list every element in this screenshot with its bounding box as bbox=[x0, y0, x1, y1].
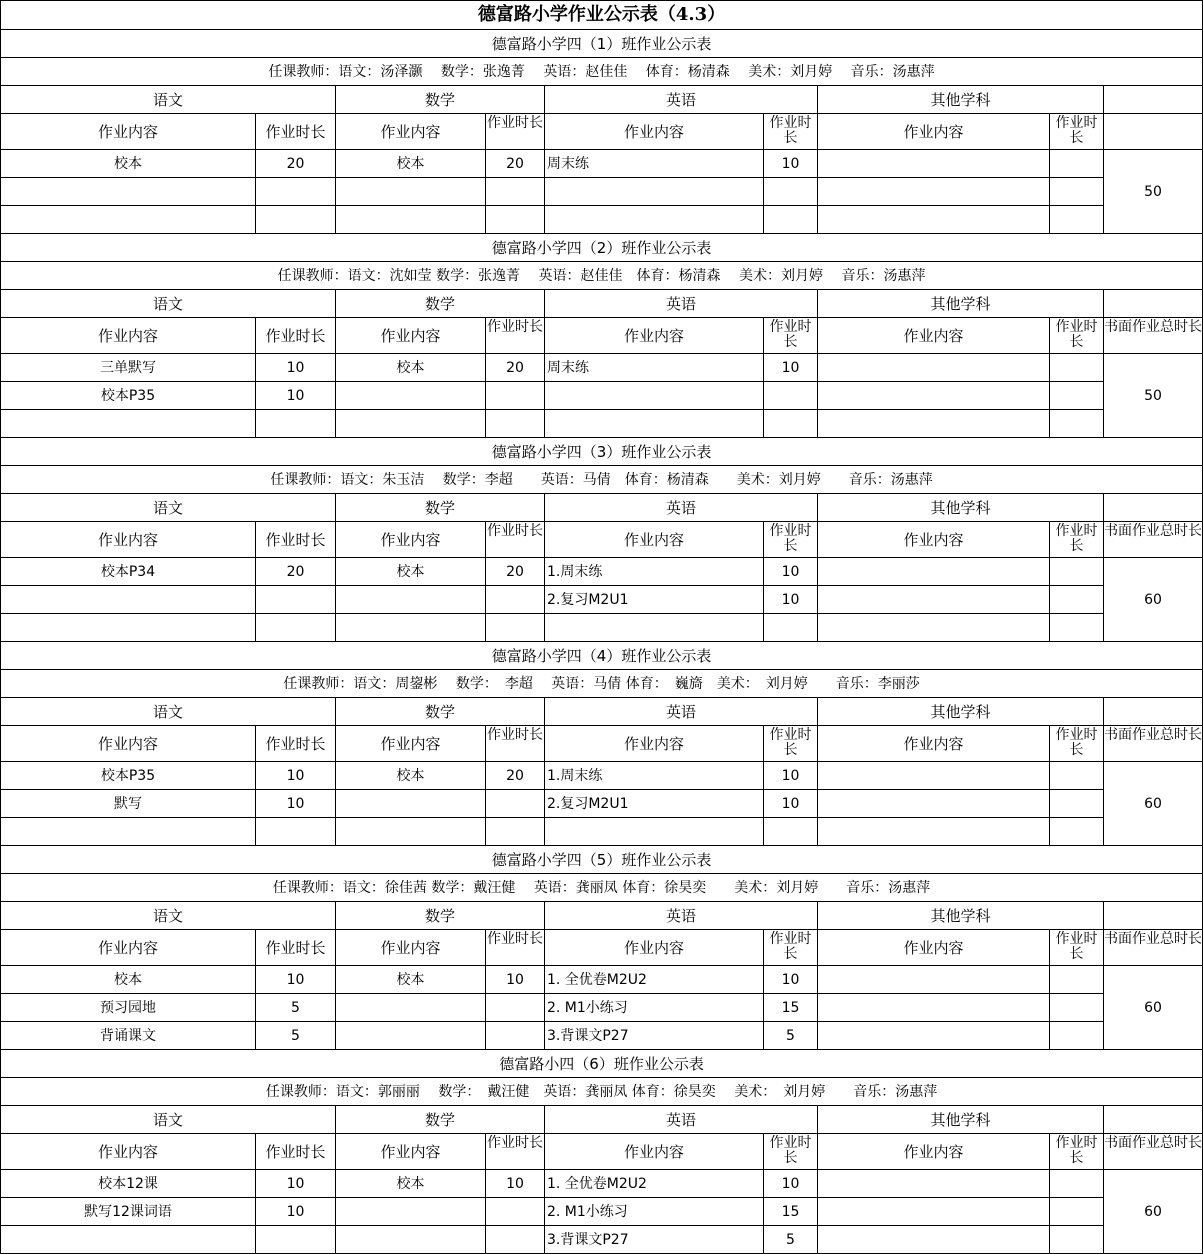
header-duration: 作业时长 bbox=[764, 930, 818, 966]
other-duration bbox=[1050, 178, 1104, 206]
group-english: 英语 bbox=[545, 698, 818, 726]
english-duration: 5 bbox=[764, 1226, 818, 1254]
header-duration: 作业时长 bbox=[764, 318, 818, 354]
chinese-duration: 10 bbox=[256, 966, 336, 994]
other-duration bbox=[1050, 150, 1104, 178]
chinese-content: 三单默写 bbox=[1, 354, 256, 382]
english-duration: 10 bbox=[764, 1170, 818, 1198]
group-other: 其他学科 bbox=[818, 1106, 1104, 1134]
column-header-row bbox=[1, 522, 1203, 558]
chinese-duration: 10 bbox=[256, 1170, 336, 1198]
chinese-duration bbox=[256, 614, 336, 642]
other-duration bbox=[1050, 614, 1104, 642]
english-duration bbox=[764, 206, 818, 234]
group-blank bbox=[1104, 1106, 1203, 1134]
chinese-duration bbox=[256, 586, 336, 614]
math-duration bbox=[486, 382, 545, 410]
group-chinese: 语文 bbox=[1, 902, 336, 930]
header-duration: 作业时长 bbox=[764, 1134, 818, 1170]
header-content: 作业内容 bbox=[336, 522, 486, 558]
header-content: 作业内容 bbox=[336, 114, 486, 150]
english-content: 2.复习M2U1 bbox=[545, 586, 764, 614]
english-duration: 10 bbox=[764, 150, 818, 178]
subject-group-row bbox=[1, 494, 1203, 522]
chinese-duration: 20 bbox=[256, 558, 336, 586]
other-content bbox=[818, 586, 1050, 614]
sheet-title: 德富路小学作业公示表（4.3） bbox=[1, 1, 1203, 30]
column-header-row bbox=[1, 318, 1203, 354]
group-chinese: 语文 bbox=[1, 290, 336, 318]
english-duration: 10 bbox=[764, 966, 818, 994]
group-blank bbox=[1104, 902, 1203, 930]
other-duration bbox=[1050, 1226, 1104, 1254]
other-duration bbox=[1050, 966, 1104, 994]
header-duration: 作业时长 bbox=[486, 726, 545, 762]
header-duration: 作业时长 bbox=[1050, 726, 1104, 762]
total-duration: 60 bbox=[1104, 762, 1203, 846]
header-duration: 作业时长 bbox=[486, 522, 545, 558]
math-duration: 20 bbox=[486, 150, 545, 178]
math-content bbox=[336, 1022, 486, 1050]
chinese-duration: 10 bbox=[256, 354, 336, 382]
header-content: 作业内容 bbox=[545, 114, 764, 150]
math-content bbox=[336, 382, 486, 410]
chinese-content: 校本 bbox=[1, 966, 256, 994]
other-content bbox=[818, 994, 1050, 1022]
english-duration bbox=[764, 382, 818, 410]
math-duration: 10 bbox=[486, 1170, 545, 1198]
header-content: 作业内容 bbox=[1, 114, 256, 150]
english-content bbox=[545, 178, 764, 206]
english-content bbox=[545, 614, 764, 642]
english-content bbox=[545, 410, 764, 438]
class-title: 德富路小学四（2）班作业公示表 bbox=[1, 234, 1203, 262]
other-content bbox=[818, 382, 1050, 410]
other-content bbox=[818, 1022, 1050, 1050]
math-content bbox=[336, 994, 486, 1022]
header-content: 作业内容 bbox=[1, 726, 256, 762]
header-content: 作业内容 bbox=[545, 726, 764, 762]
table-row bbox=[1, 966, 1203, 994]
english-content: 周末练 bbox=[545, 354, 764, 382]
group-chinese: 语文 bbox=[1, 86, 336, 114]
math-duration bbox=[486, 178, 545, 206]
group-other: 其他学科 bbox=[818, 86, 1104, 114]
other-duration bbox=[1050, 994, 1104, 1022]
other-duration bbox=[1050, 790, 1104, 818]
header-content: 作业内容 bbox=[1, 1134, 256, 1170]
header-content: 作业内容 bbox=[545, 930, 764, 966]
chinese-content: 校本P35 bbox=[1, 762, 256, 790]
table-row bbox=[1, 382, 1203, 410]
english-duration: 10 bbox=[764, 762, 818, 790]
math-duration bbox=[486, 206, 545, 234]
table-row bbox=[1, 1170, 1203, 1198]
table-row bbox=[1, 586, 1203, 614]
group-math: 数学 bbox=[336, 698, 545, 726]
other-duration bbox=[1050, 354, 1104, 382]
chinese-content: 校本 bbox=[1, 150, 256, 178]
header-duration: 作业时长 bbox=[1050, 522, 1104, 558]
math-duration bbox=[486, 1198, 545, 1226]
header-duration: 作业时长 bbox=[764, 114, 818, 150]
table-row bbox=[1, 178, 1203, 206]
header-content: 作业内容 bbox=[1, 930, 256, 966]
table-row bbox=[1, 614, 1203, 642]
math-content bbox=[336, 586, 486, 614]
math-duration bbox=[486, 1226, 545, 1254]
other-content bbox=[818, 1198, 1050, 1226]
header-duration: 作业时长 bbox=[486, 114, 545, 150]
class-title-row bbox=[1, 1050, 1203, 1078]
teachers-row bbox=[1, 670, 1203, 698]
teachers-info: 任课教师：语文：汤泽灏 数学：张逸菁 英语：赵佳佳 体育：杨清森 美术：刘月婷 音乐：汤惠萍 bbox=[1, 58, 1203, 86]
header-duration: 作业时长 bbox=[256, 114, 336, 150]
group-math: 数学 bbox=[336, 494, 545, 522]
subject-group-row bbox=[1, 86, 1203, 114]
teachers-row bbox=[1, 262, 1203, 290]
total-duration: 60 bbox=[1104, 1170, 1203, 1254]
other-content bbox=[818, 558, 1050, 586]
english-content: 3.背课文P27 bbox=[545, 1226, 764, 1254]
math-content: 校本 bbox=[336, 966, 486, 994]
chinese-content bbox=[1, 1226, 256, 1254]
header-content: 作业内容 bbox=[818, 1134, 1050, 1170]
header-total: 书面作业总时长 bbox=[1104, 318, 1203, 354]
math-duration bbox=[486, 818, 545, 846]
subject-group-row bbox=[1, 698, 1203, 726]
chinese-content bbox=[1, 586, 256, 614]
chinese-duration: 5 bbox=[256, 1022, 336, 1050]
math-duration: 20 bbox=[486, 354, 545, 382]
english-duration: 15 bbox=[764, 1198, 818, 1226]
other-duration bbox=[1050, 1198, 1104, 1226]
math-content: 校本 bbox=[336, 150, 486, 178]
chinese-duration: 10 bbox=[256, 382, 336, 410]
header-content: 作业内容 bbox=[545, 1134, 764, 1170]
class-title: 德富路小学四（1）班作业公示表 bbox=[1, 30, 1203, 58]
teachers-row bbox=[1, 58, 1203, 86]
teachers-info: 任课教师：语文：周鋆彬 数学： 李超 英语：马倩 体育： 巍旖 美术： 刘月婷 音乐：李丽莎 bbox=[1, 670, 1203, 698]
table-row bbox=[1, 558, 1203, 586]
column-header-row bbox=[1, 930, 1203, 966]
english-duration bbox=[764, 818, 818, 846]
group-english: 英语 bbox=[545, 86, 818, 114]
header-content: 作业内容 bbox=[336, 1134, 486, 1170]
other-duration bbox=[1050, 410, 1104, 438]
other-duration bbox=[1050, 206, 1104, 234]
chinese-duration bbox=[256, 206, 336, 234]
column-header-row bbox=[1, 726, 1203, 762]
math-duration: 20 bbox=[486, 558, 545, 586]
other-duration bbox=[1050, 586, 1104, 614]
english-content bbox=[545, 818, 764, 846]
header-duration: 作业时长 bbox=[764, 726, 818, 762]
header-total bbox=[1104, 114, 1203, 150]
english-content: 2. M1小练习 bbox=[545, 994, 764, 1022]
math-duration bbox=[486, 994, 545, 1022]
group-english: 英语 bbox=[545, 1106, 818, 1134]
english-duration: 5 bbox=[764, 1022, 818, 1050]
subject-group-row bbox=[1, 902, 1203, 930]
header-total: 书面作业总时长 bbox=[1104, 930, 1203, 966]
math-content bbox=[336, 178, 486, 206]
math-content bbox=[336, 790, 486, 818]
chinese-content: 默写 bbox=[1, 790, 256, 818]
subject-group-row bbox=[1, 1106, 1203, 1134]
other-content bbox=[818, 818, 1050, 846]
chinese-duration: 20 bbox=[256, 150, 336, 178]
other-duration bbox=[1050, 818, 1104, 846]
group-blank bbox=[1104, 86, 1203, 114]
teachers-info: 任课教师：语文：徐佳茜 数学：戴汪健 英语：龚丽凤 体育：徐昊奕 美术：刘月婷 音乐：汤惠萍 bbox=[1, 874, 1203, 902]
header-total: 书面作业总时长 bbox=[1104, 1134, 1203, 1170]
group-math: 数学 bbox=[336, 1106, 545, 1134]
header-content: 作业内容 bbox=[336, 318, 486, 354]
total-duration: 60 bbox=[1104, 966, 1203, 1050]
other-duration bbox=[1050, 1170, 1104, 1198]
math-duration bbox=[486, 410, 545, 438]
header-duration: 作业时长 bbox=[256, 726, 336, 762]
subject-group-row bbox=[1, 290, 1203, 318]
group-math: 数学 bbox=[336, 86, 545, 114]
group-other: 其他学科 bbox=[818, 290, 1104, 318]
math-content bbox=[336, 1226, 486, 1254]
math-content bbox=[336, 614, 486, 642]
total-duration: 50 bbox=[1104, 150, 1203, 234]
header-content: 作业内容 bbox=[545, 318, 764, 354]
table-row bbox=[1, 1198, 1203, 1226]
other-content bbox=[818, 762, 1050, 790]
other-content bbox=[818, 1170, 1050, 1198]
math-content bbox=[336, 818, 486, 846]
english-content: 1. 全优卷M2U2 bbox=[545, 966, 764, 994]
group-english: 英语 bbox=[545, 902, 818, 930]
other-content bbox=[818, 966, 1050, 994]
english-duration: 15 bbox=[764, 994, 818, 1022]
english-content: 1. 全优卷M2U2 bbox=[545, 1170, 764, 1198]
math-duration bbox=[486, 790, 545, 818]
math-duration: 10 bbox=[486, 966, 545, 994]
header-content: 作业内容 bbox=[818, 318, 1050, 354]
math-content: 校本 bbox=[336, 762, 486, 790]
math-content bbox=[336, 206, 486, 234]
header-content: 作业内容 bbox=[336, 930, 486, 966]
math-duration bbox=[486, 614, 545, 642]
chinese-content: 预习园地 bbox=[1, 994, 256, 1022]
english-content: 1.周末练 bbox=[545, 762, 764, 790]
english-content: 2. M1小练习 bbox=[545, 1198, 764, 1226]
teachers-row bbox=[1, 466, 1203, 494]
header-duration: 作业时长 bbox=[256, 930, 336, 966]
chinese-content bbox=[1, 178, 256, 206]
chinese-content: 默写12课词语 bbox=[1, 1198, 256, 1226]
english-duration: 10 bbox=[764, 354, 818, 382]
header-content: 作业内容 bbox=[818, 930, 1050, 966]
header-total: 书面作业总时长 bbox=[1104, 522, 1203, 558]
chinese-duration: 10 bbox=[256, 790, 336, 818]
header-duration: 作业时长 bbox=[486, 1134, 545, 1170]
column-header-row bbox=[1, 114, 1203, 150]
other-content bbox=[818, 1226, 1050, 1254]
english-duration: 10 bbox=[764, 790, 818, 818]
group-math: 数学 bbox=[336, 902, 545, 930]
chinese-duration bbox=[256, 178, 336, 206]
other-content bbox=[818, 410, 1050, 438]
group-english: 英语 bbox=[545, 290, 818, 318]
chinese-content: 校本P35 bbox=[1, 382, 256, 410]
header-total: 书面作业总时长 bbox=[1104, 726, 1203, 762]
other-content bbox=[818, 206, 1050, 234]
header-duration: 作业时长 bbox=[486, 318, 545, 354]
class-title-row bbox=[1, 846, 1203, 874]
math-duration bbox=[486, 586, 545, 614]
other-content bbox=[818, 354, 1050, 382]
column-header-row bbox=[1, 1134, 1203, 1170]
table-row bbox=[1, 818, 1203, 846]
english-content bbox=[545, 382, 764, 410]
other-duration bbox=[1050, 382, 1104, 410]
teachers-info: 任课教师：语文：郭丽丽 数学： 戴汪健 英语：龚丽凤 体育：徐昊奕 美术： 刘月婷 音乐：汤惠萍 bbox=[1, 1078, 1203, 1106]
header-duration: 作业时长 bbox=[256, 522, 336, 558]
table-row bbox=[1, 762, 1203, 790]
english-duration: 10 bbox=[764, 558, 818, 586]
table-row bbox=[1, 994, 1203, 1022]
math-content bbox=[336, 410, 486, 438]
group-blank bbox=[1104, 698, 1203, 726]
group-chinese: 语文 bbox=[1, 698, 336, 726]
class-title-row bbox=[1, 642, 1203, 670]
math-duration: 20 bbox=[486, 762, 545, 790]
chinese-duration bbox=[256, 1226, 336, 1254]
teachers-row bbox=[1, 1078, 1203, 1106]
class-title: 德富路小四（6）班作业公示表 bbox=[1, 1050, 1203, 1078]
other-content bbox=[818, 614, 1050, 642]
chinese-duration: 10 bbox=[256, 1198, 336, 1226]
header-content: 作业内容 bbox=[818, 726, 1050, 762]
group-other: 其他学科 bbox=[818, 494, 1104, 522]
header-duration: 作业时长 bbox=[1050, 318, 1104, 354]
chinese-duration bbox=[256, 818, 336, 846]
group-chinese: 语文 bbox=[1, 1106, 336, 1134]
table-row bbox=[1, 150, 1203, 178]
english-content: 3.背课文P27 bbox=[545, 1022, 764, 1050]
chinese-content: 校本P34 bbox=[1, 558, 256, 586]
group-math: 数学 bbox=[336, 290, 545, 318]
english-content bbox=[545, 206, 764, 234]
chinese-content: 背诵课文 bbox=[1, 1022, 256, 1050]
teachers-info: 任课教师：语文：朱玉洁 数学：李超 英语：马倩 体育：杨清森 美术：刘月婷 音乐：汤惠萍 bbox=[1, 466, 1203, 494]
other-content bbox=[818, 150, 1050, 178]
header-content: 作业内容 bbox=[818, 522, 1050, 558]
other-duration bbox=[1050, 762, 1104, 790]
total-duration: 50 bbox=[1104, 354, 1203, 438]
english-duration bbox=[764, 178, 818, 206]
math-content: 校本 bbox=[336, 1170, 486, 1198]
chinese-content bbox=[1, 614, 256, 642]
header-duration: 作业时长 bbox=[486, 930, 545, 966]
header-duration: 作业时长 bbox=[256, 1134, 336, 1170]
header-content: 作业内容 bbox=[1, 522, 256, 558]
math-content: 校本 bbox=[336, 558, 486, 586]
class-title-row bbox=[1, 30, 1203, 58]
header-duration: 作业时长 bbox=[1050, 114, 1104, 150]
table-row bbox=[1, 206, 1203, 234]
chinese-content bbox=[1, 206, 256, 234]
class-title: 德富路小学四（4）班作业公示表 bbox=[1, 642, 1203, 670]
group-other: 其他学科 bbox=[818, 698, 1104, 726]
group-other: 其他学科 bbox=[818, 902, 1104, 930]
other-duration bbox=[1050, 1022, 1104, 1050]
class-title: 德富路小学四（3）班作业公示表 bbox=[1, 438, 1203, 466]
english-content: 1.周末练 bbox=[545, 558, 764, 586]
table-row bbox=[1, 1226, 1203, 1254]
group-blank bbox=[1104, 494, 1203, 522]
other-content bbox=[818, 178, 1050, 206]
chinese-duration bbox=[256, 410, 336, 438]
header-content: 作业内容 bbox=[1, 318, 256, 354]
class-title-row bbox=[1, 438, 1203, 466]
english-duration bbox=[764, 614, 818, 642]
teachers-info: 任课教师：语文：沈如莹 数学：张逸菁 英语：赵佳佳 体育：杨清森 美术：刘月婷 音乐：汤惠萍 bbox=[1, 262, 1203, 290]
other-content bbox=[818, 790, 1050, 818]
header-duration: 作业时长 bbox=[764, 522, 818, 558]
header-duration: 作业时长 bbox=[256, 318, 336, 354]
table-row bbox=[1, 410, 1203, 438]
class-title-row bbox=[1, 234, 1203, 262]
header-content: 作业内容 bbox=[818, 114, 1050, 150]
table-row bbox=[1, 1022, 1203, 1050]
math-content bbox=[336, 1198, 486, 1226]
total-duration: 60 bbox=[1104, 558, 1203, 642]
other-duration bbox=[1050, 558, 1104, 586]
math-duration bbox=[486, 1022, 545, 1050]
chinese-content: 校本12课 bbox=[1, 1170, 256, 1198]
chinese-content bbox=[1, 410, 256, 438]
class-title: 德富路小学四（5）班作业公示表 bbox=[1, 846, 1203, 874]
header-content: 作业内容 bbox=[545, 522, 764, 558]
teachers-row bbox=[1, 874, 1203, 902]
table-row bbox=[1, 790, 1203, 818]
header-duration: 作业时长 bbox=[1050, 930, 1104, 966]
chinese-duration: 10 bbox=[256, 762, 336, 790]
english-duration bbox=[764, 410, 818, 438]
math-content: 校本 bbox=[336, 354, 486, 382]
chinese-duration: 5 bbox=[256, 994, 336, 1022]
group-blank bbox=[1104, 290, 1203, 318]
chinese-content bbox=[1, 818, 256, 846]
group-english: 英语 bbox=[545, 494, 818, 522]
english-content: 周末练 bbox=[545, 150, 764, 178]
group-chinese: 语文 bbox=[1, 494, 336, 522]
header-duration: 作业时长 bbox=[1050, 1134, 1104, 1170]
english-duration: 10 bbox=[764, 586, 818, 614]
english-content: 2.复习M2U1 bbox=[545, 790, 764, 818]
header-content: 作业内容 bbox=[336, 726, 486, 762]
table-row bbox=[1, 354, 1203, 382]
